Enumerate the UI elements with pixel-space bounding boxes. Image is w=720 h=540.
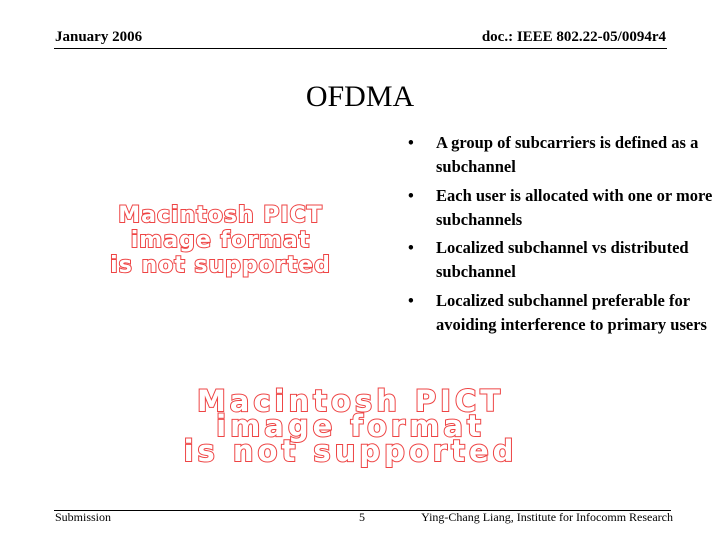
bullet-glyph: • (408, 133, 414, 152)
bullet-glyph: • (408, 290, 414, 310)
bullet-glyph: • (408, 238, 414, 257)
unsupported-image-placeholder (68, 203, 373, 278)
bullet-glyph: • (408, 185, 414, 205)
bullet-item (408, 236, 720, 284)
bullet-text: Localized subchannel vs distributed subchannel (436, 238, 689, 281)
header-rule (54, 48, 667, 49)
placeholder-line: Macintosh PICT (118, 203, 323, 228)
bullet-item (408, 289, 720, 337)
placeholder-line: Macintosh PICT (196, 384, 505, 418)
footer-page-number: 5 (359, 510, 365, 524)
header-date: January 2006 (55, 29, 143, 45)
placeholder-line: is not supported (110, 253, 331, 278)
slide-title: OFDMA (305, 80, 415, 113)
placeholder-line: image format (130, 228, 311, 253)
bullet-item (408, 184, 720, 232)
placeholder-line: is not supported (183, 434, 518, 468)
bullet-text: Localized subchannel preferable for avoiding interference to primary users (436, 290, 707, 334)
unsupported-image-placeholder (78, 384, 623, 468)
bullet-text: A group of subcarriers is defined as a subchannel (436, 133, 699, 176)
bullet-item (408, 131, 720, 179)
footer-submission: Submission (55, 510, 112, 524)
bullet-text: Each user is allocated with one or more subchannels (436, 185, 713, 229)
placeholder-line: image format (216, 409, 485, 443)
bullet-list (408, 131, 720, 341)
footer-author: Ying-Chang Liang, Institute for Infocomm Research (421, 510, 673, 524)
header-doc-id: doc.: IEEE 802.22-05/0094r4 (481, 29, 666, 45)
